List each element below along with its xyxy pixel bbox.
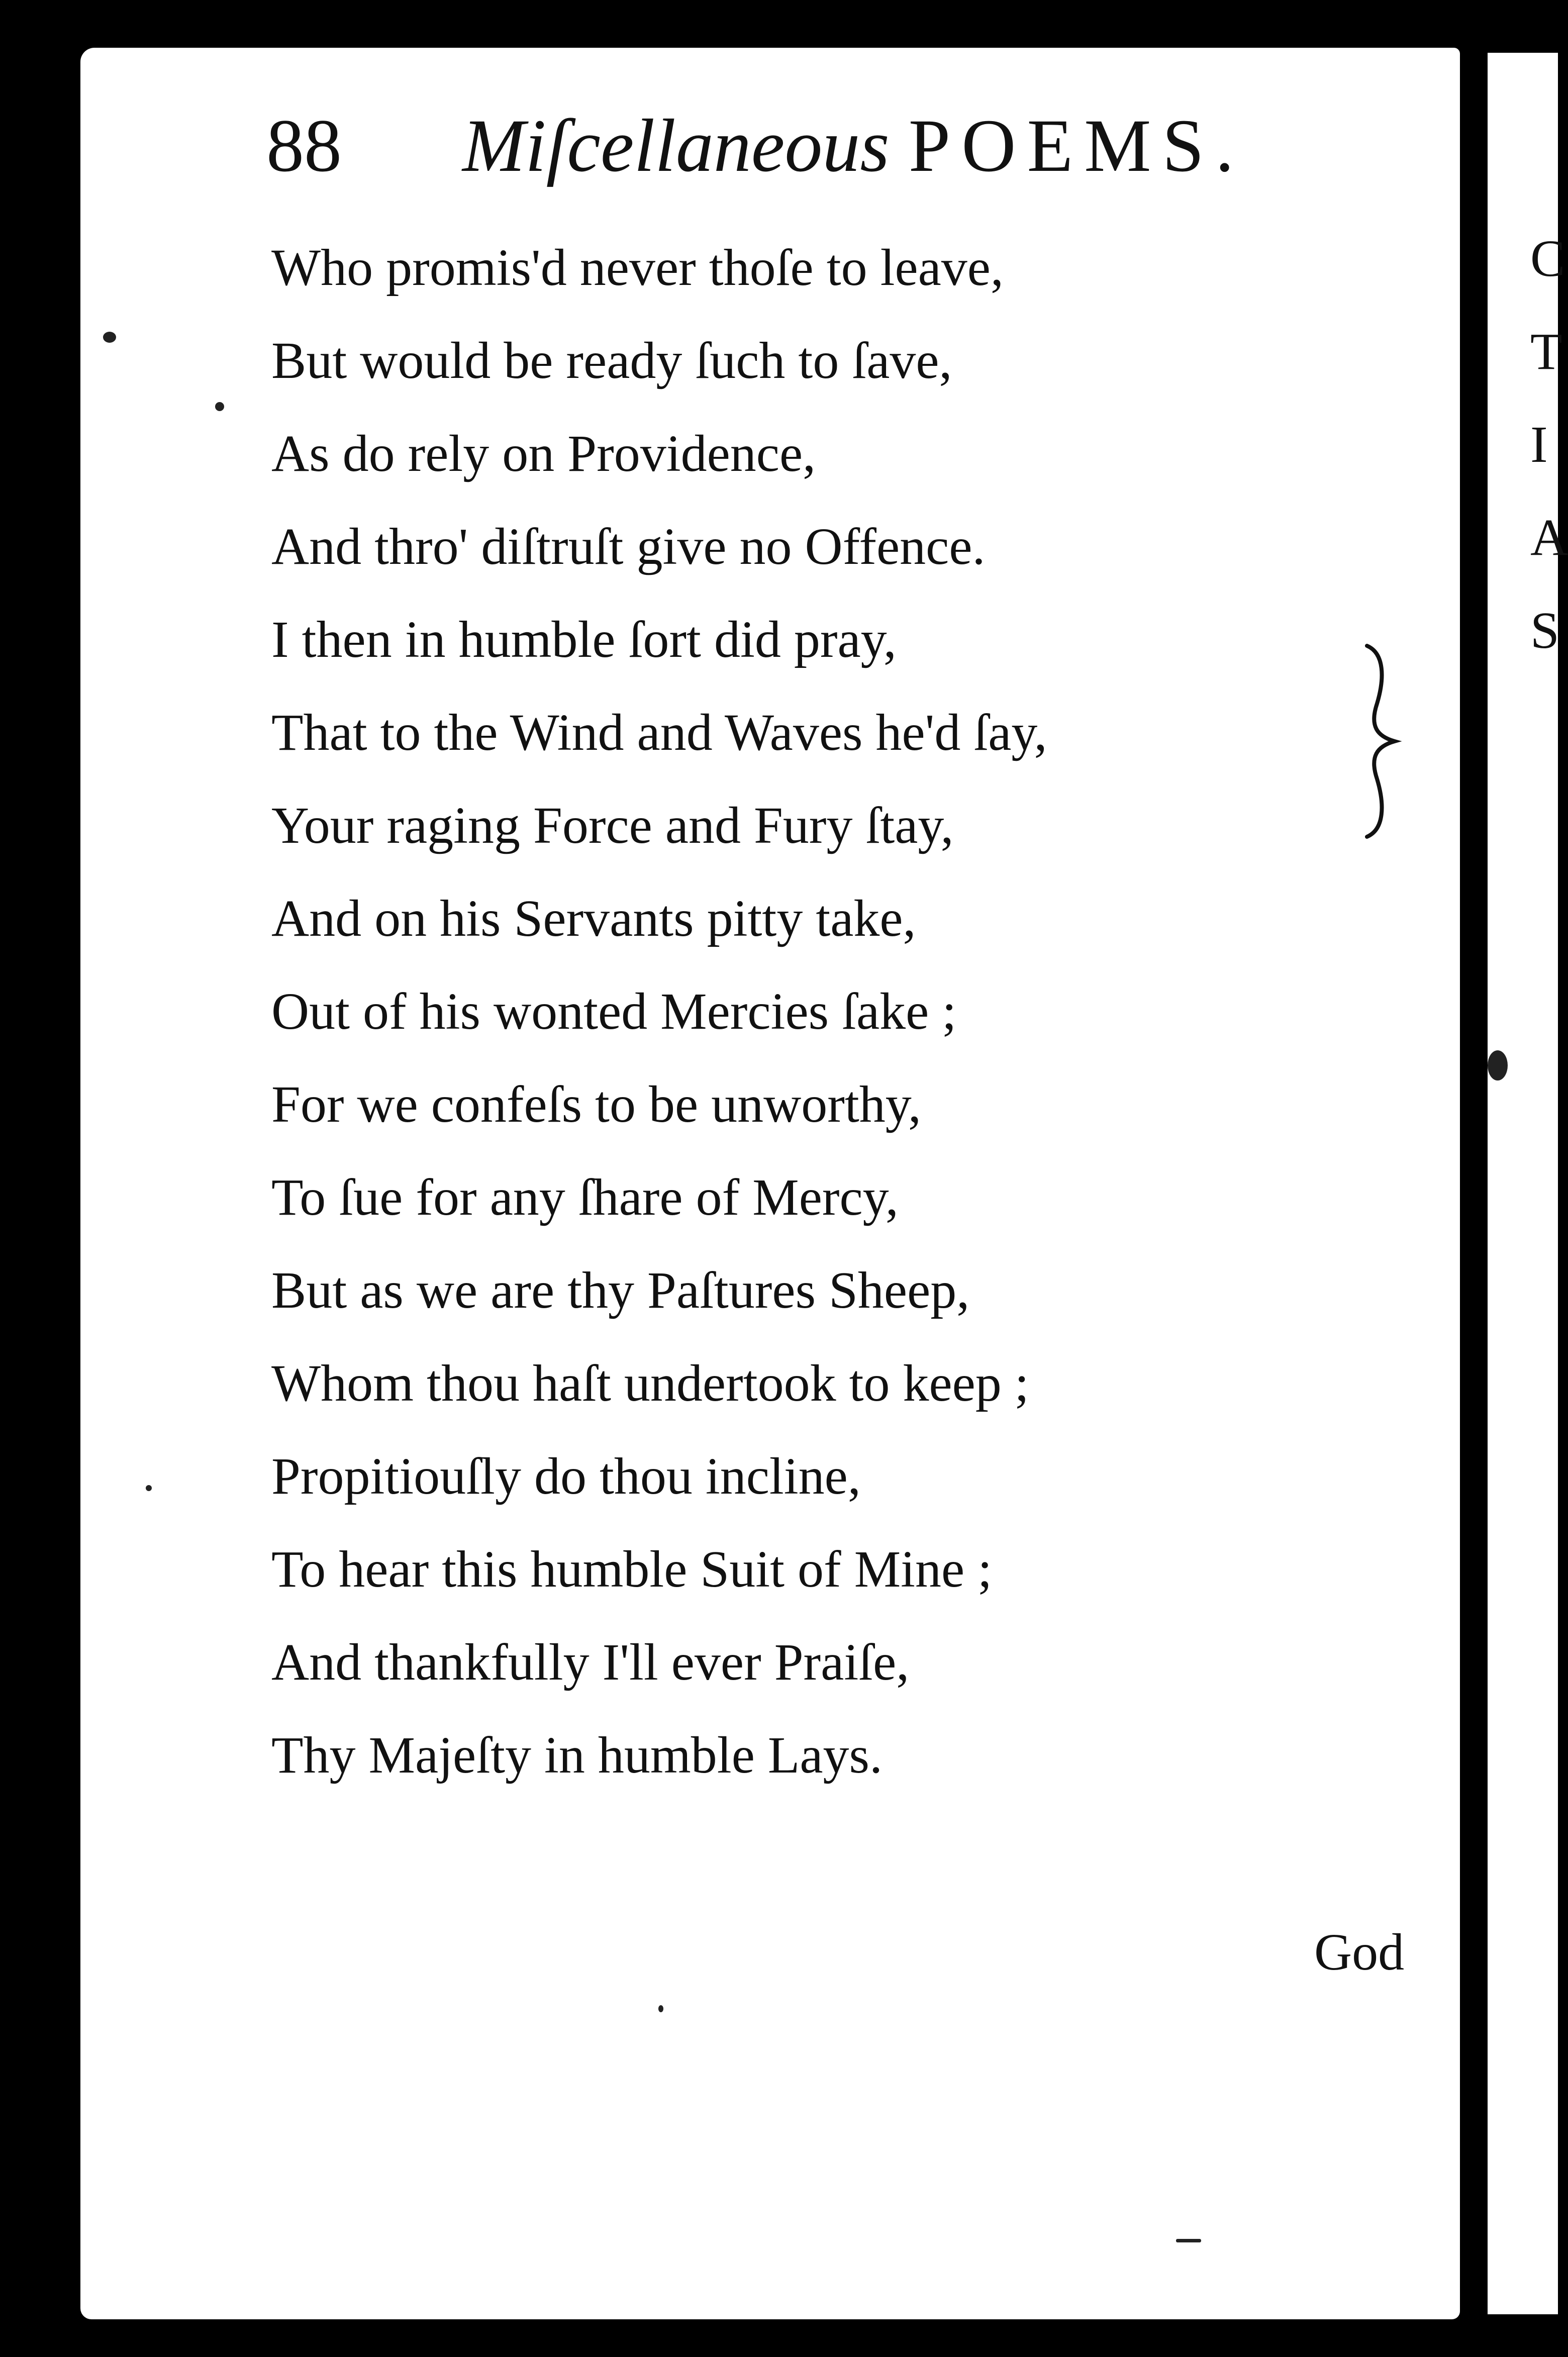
facing-page-letter: S bbox=[1530, 602, 1559, 659]
poem-line: And thro' diſtruſt give no Offence. bbox=[271, 518, 986, 575]
poem-line: As do rely on Providence, bbox=[271, 425, 816, 482]
poem-line: But would be ready ſuch to ſave, bbox=[271, 332, 952, 389]
poem-line: To ſue for any ſhare of Mercy, bbox=[271, 1168, 899, 1226]
facing-page-letter: I bbox=[1530, 416, 1548, 473]
page-gutter bbox=[1473, 55, 1487, 2312]
facing-page-letter: C bbox=[1530, 230, 1565, 287]
poem-line: Who promis'd never thoſe to leave, bbox=[271, 239, 1004, 297]
poem-line: And on his Servants pitty take, bbox=[271, 890, 916, 947]
poem-line: Thy Majeſty in humble Lays. bbox=[271, 1726, 883, 1784]
poem-line: Propitiouſly do thou incline, bbox=[271, 1447, 861, 1505]
facing-page-edge bbox=[1488, 53, 1558, 2314]
scan-speck bbox=[103, 332, 116, 343]
poem-line: But as we are thy Paſtures Sheep, bbox=[271, 1261, 970, 1319]
running-title bbox=[462, 95, 1245, 196]
scan-speck bbox=[215, 402, 224, 411]
running-title-caps: POEMS. bbox=[908, 104, 1245, 187]
facing-page-letter: A bbox=[1530, 509, 1568, 566]
catchword: God bbox=[1314, 1923, 1405, 1981]
poem-text bbox=[271, 221, 1377, 1802]
poem-line: I then in humble ſort did pray, bbox=[271, 611, 897, 668]
poem-line: To hear this humble Suit of Mine ; bbox=[271, 1540, 993, 1598]
poem-line: That to the Wind and Waves he'd ſay, bbox=[271, 704, 1047, 761]
scan-speck bbox=[1176, 2239, 1201, 2242]
facing-page-letter: T bbox=[1530, 323, 1562, 380]
running-header bbox=[183, 95, 1440, 196]
poem-line: Whom thou haſt undertook to keep ; bbox=[271, 1354, 1029, 1412]
scan-speck bbox=[146, 1485, 152, 1491]
poem-line: Your raging Force and Fury ſtay, bbox=[271, 797, 954, 854]
poem-line: And thankfully I'll ever Praiſe, bbox=[271, 1633, 910, 1691]
poem-line: For we confeſs to be unworthy, bbox=[271, 1075, 921, 1133]
poem-line: Out of his wonted Mercies ſake ; bbox=[271, 983, 957, 1040]
scan-speck bbox=[1488, 1050, 1508, 1081]
page-number: 88 bbox=[266, 104, 342, 187]
running-title-italic: Miſcellaneous bbox=[462, 104, 890, 187]
triplet-brace-icon bbox=[1357, 643, 1402, 839]
scan-speck bbox=[658, 2005, 663, 2012]
